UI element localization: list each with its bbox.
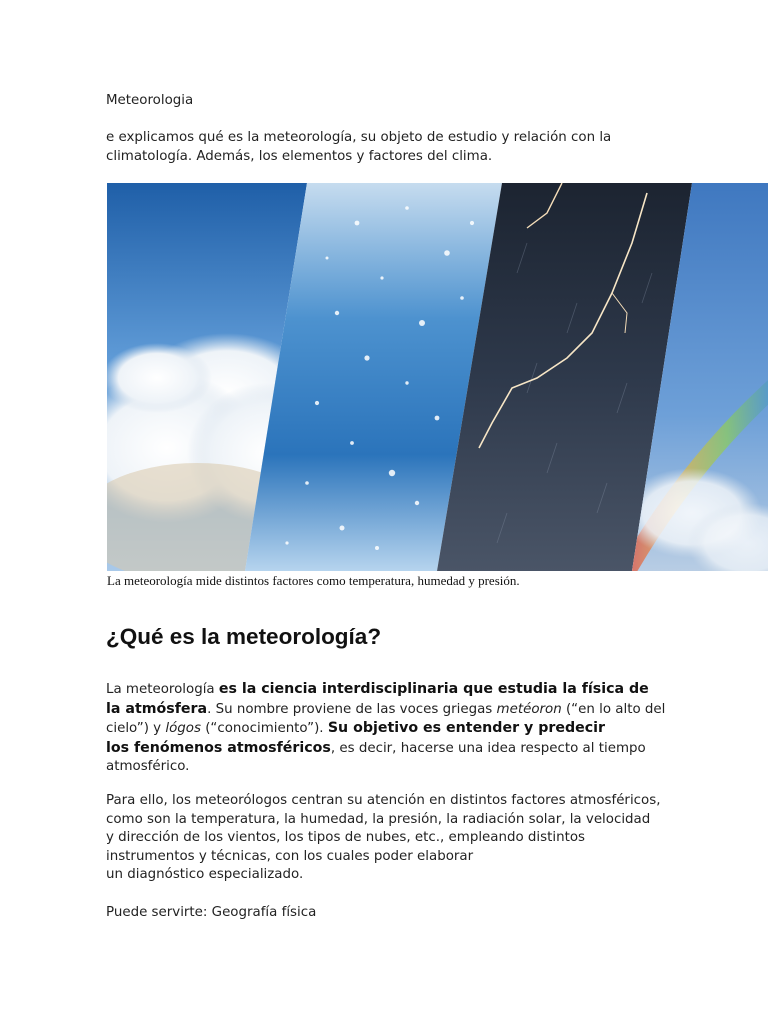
paragraph-line bbox=[106, 700, 666, 720]
document-title: Meteorologia bbox=[106, 93, 194, 108]
methods-paragraph bbox=[106, 792, 666, 885]
text-run: cielo”) y bbox=[106, 721, 166, 736]
paragraph-line: y dirección de los vientos, los tipos de nubes, etc., empleando distintos bbox=[106, 830, 585, 845]
bold-text: la atmósfera bbox=[106, 700, 208, 717]
bold-text: los fenómenos atmosféricos bbox=[106, 739, 331, 756]
paragraph-line bbox=[106, 719, 666, 739]
text-run: (“en lo alto del bbox=[561, 701, 666, 717]
text-run: , es decir, hacerse una idea respecto al tiempo bbox=[330, 740, 646, 756]
text-run: . Su nombre proviene de las voces griegas bbox=[207, 701, 497, 717]
section-heading: ¿Qué es la meteorología? bbox=[106, 624, 382, 649]
paragraph-line: un diagnóstico especializado. bbox=[106, 867, 304, 882]
paragraph-line bbox=[106, 680, 666, 700]
paragraph-line: como son la temperatura, la humedad, la presión, la radiación solar, la velocidad bbox=[106, 811, 651, 827]
paragraph-line: instrumentos y técnicas, con los cuales poder elaborar bbox=[106, 848, 474, 864]
definition-paragraph bbox=[106, 680, 666, 777]
intro-paragraph bbox=[106, 129, 666, 166]
paragraph-line bbox=[106, 739, 666, 759]
related-article-link[interactable]: Puede servirte: Geografía física bbox=[106, 905, 317, 920]
bold-text: es la ciencia interdisciplinaria que estudia la física de bbox=[218, 681, 649, 697]
intro-line: e explicamos qué es la meteorología, su objeto de estudio y relación con la bbox=[106, 130, 612, 145]
italic-text: lógos bbox=[165, 721, 201, 736]
paragraph-line: atmosférico. bbox=[106, 759, 190, 774]
image-caption: La meteorología mide distintos factores como temperatura, humedad y presión. bbox=[107, 573, 520, 588]
text-run: La meteorología bbox=[106, 682, 219, 697]
intro-line: climatología. Además, los elementos y factores del clima. bbox=[106, 148, 493, 164]
text-run: (“conocimiento”). bbox=[200, 721, 328, 736]
weather-collage-image bbox=[107, 183, 768, 571]
italic-text: metéoron bbox=[496, 701, 562, 717]
bold-text: Su objetivo es entender y predecir bbox=[327, 720, 606, 736]
paragraph-line: Para ello, los meteorólogos centran su atención en distintos factores atmosféricos, bbox=[106, 793, 661, 808]
